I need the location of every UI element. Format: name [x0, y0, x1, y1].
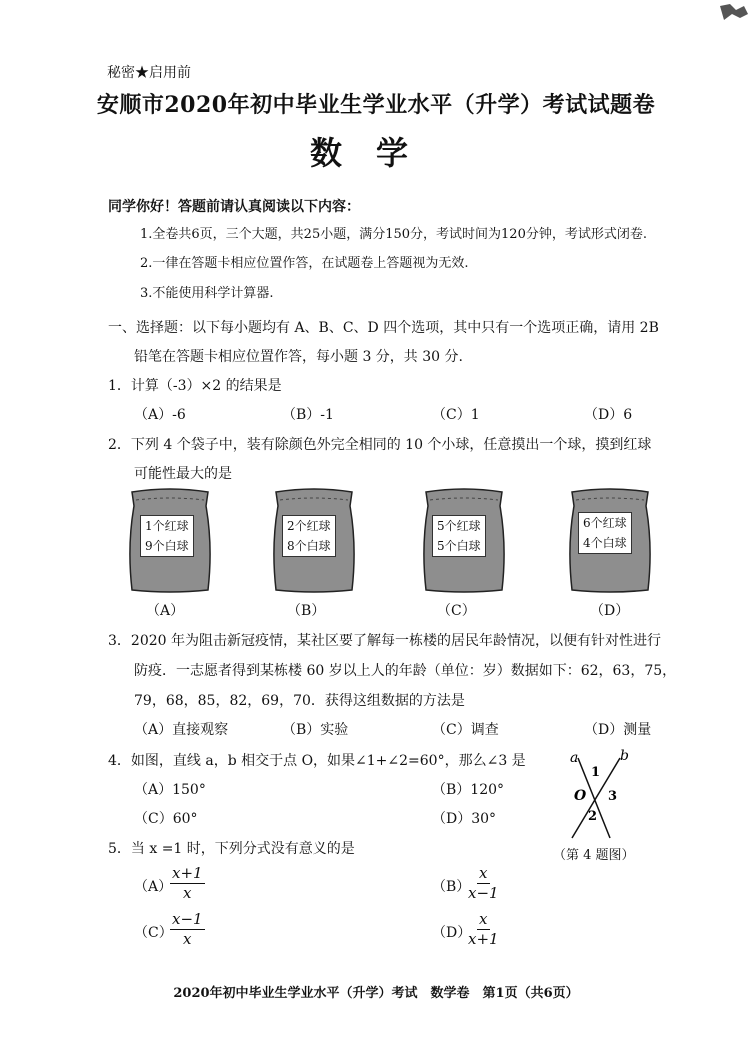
bag-c-red: 5个红球: [437, 519, 481, 533]
fraction-denominator: x: [183, 884, 192, 902]
bag-a: [126, 486, 214, 594]
q3-option-d: （D）测量: [584, 722, 652, 738]
bag-b-red: 2个红球: [287, 519, 331, 533]
q3-stem-line3: 79，68，85，82，69，70．获得这组数据的方法是: [134, 693, 465, 709]
notice-item-1: 1.全卷共6页，三个大题，共25小题，满分150分，考试时间为120分钟，考试形式闭卷.: [140, 227, 647, 242]
bag-c-white: 5个白球: [437, 539, 481, 553]
bag-c: [420, 486, 508, 594]
fraction-numerator: x−1: [172, 910, 203, 928]
q5-stem: 5．当 x =1 时，下列分式没有意义的是: [108, 841, 355, 857]
bag-d: [566, 486, 654, 594]
q3-option-a: （A）直接观察: [134, 722, 229, 738]
label-angle-3: 3: [608, 789, 618, 804]
fraction-numerator: x: [479, 864, 488, 882]
page-footer: 2020年初中毕业生学业水平（升学）考试 数学卷 第1页（共6页）: [173, 986, 579, 1001]
q4-stem: 4．如图，直线 a，b 相交于点 O，如果∠1+∠2=60°，那么∠3 是: [108, 753, 526, 769]
q5-option-a-fraction: [170, 864, 205, 903]
q1-option-b: （B）-1: [282, 407, 334, 423]
q4-figure-caption: （第 4 题图）: [553, 848, 635, 863]
q2-stem-line1: 2．下列 4 个袋子中，装有除颜色外完全相同的 10 个小球，任意摸出一个球，摸到红球: [108, 437, 652, 453]
q5-option-d-fraction: [468, 910, 499, 949]
bag-a-content: [140, 515, 194, 557]
bag-d-red: 6个红球: [583, 516, 627, 530]
bag-d-content: [578, 512, 632, 554]
q5-option-c-label: （C）: [134, 925, 173, 941]
exam-title: 安顺市2020年初中毕业生学业水平（升学）考试试题卷: [96, 92, 656, 118]
q4-figure: [548, 744, 648, 844]
q5-option-b-label: （B）: [432, 879, 471, 895]
q2-stem-line2: 可能性最大的是: [134, 466, 232, 482]
bag-a-white: 9个白球: [145, 539, 189, 553]
q2-option-c: （C）: [437, 603, 476, 619]
q1-stem: 1．计算（-3）×2 的结果是: [108, 378, 282, 394]
subject-title: 数学: [309, 134, 442, 172]
bag-b-white: 8个白球: [287, 539, 331, 553]
notice-item-2: 2.一律在答题卡相应位置作答，在试题卷上答题视为无效.: [140, 256, 469, 271]
label-b: b: [620, 748, 629, 764]
q4-option-d: （D）30°: [432, 811, 497, 827]
q4-option-b: （B）120°: [432, 782, 505, 798]
q3-stem-line2: 防疫．一志愿者得到某栋楼 60 岁以上人的年龄（单位：岁）数据如下：62，63，75，: [134, 663, 677, 679]
q5-option-d-label: （D）: [432, 925, 472, 941]
bag-a-red: 1个红球: [145, 519, 189, 533]
notice-item-3: 3.不能使用科学计算器.: [140, 286, 274, 301]
section-heading-line1: 一、选择题：以下每小题均有 A、B、C、D 四个选项，其中只有一个选项正确，请用 2B: [108, 320, 659, 336]
bag-c-content: [432, 515, 486, 557]
q4-option-c: （C）60°: [134, 811, 198, 827]
secret-label: 秘密★启用前: [107, 65, 191, 81]
q3-option-c: （C）调查: [432, 722, 499, 738]
q3-option-b: （B）实验: [282, 722, 349, 738]
scan-mark-icon: [718, 2, 750, 24]
fraction-denominator: x: [183, 930, 192, 948]
fraction-numerator: x: [479, 910, 488, 928]
section-heading-line2: 铅笔在答题卡相应位置作答，每小题 3 分，共 30 分.: [134, 349, 463, 365]
q3-stem-line1: 3．2020 年为阻击新冠疫情，某社区要了解每一栋楼的居民年龄情况，以便有针对性进行: [108, 633, 661, 649]
q1-option-a: （A）-6: [134, 407, 186, 423]
bag-d-white: 4个白球: [583, 536, 627, 550]
label-a: a: [570, 750, 579, 766]
fraction-denominator: x+1: [468, 930, 499, 948]
q5-option-c-fraction: [170, 910, 205, 949]
bag-b: [270, 486, 358, 594]
notice-intro: 同学你好！答题前请认真阅读以下内容：: [108, 199, 360, 215]
label-angle-1: 1: [591, 765, 601, 780]
q2-option-a: （A）: [146, 603, 185, 619]
q1-option-c: （C）1: [432, 407, 480, 423]
q4-option-a: （A）150°: [134, 782, 206, 798]
q5-option-b-fraction: [468, 864, 499, 903]
q1-option-d: （D）6: [584, 407, 633, 423]
bag-b-content: [282, 515, 336, 557]
q2-option-d: （D）: [590, 603, 630, 619]
label-angle-2: 2: [588, 809, 598, 824]
fraction-denominator: x−1: [468, 884, 499, 902]
q2-option-b: （B）: [287, 603, 326, 619]
fraction-numerator: x+1: [172, 864, 203, 882]
q5-option-a-label: （A）: [134, 879, 173, 895]
label-o: O: [574, 788, 587, 804]
